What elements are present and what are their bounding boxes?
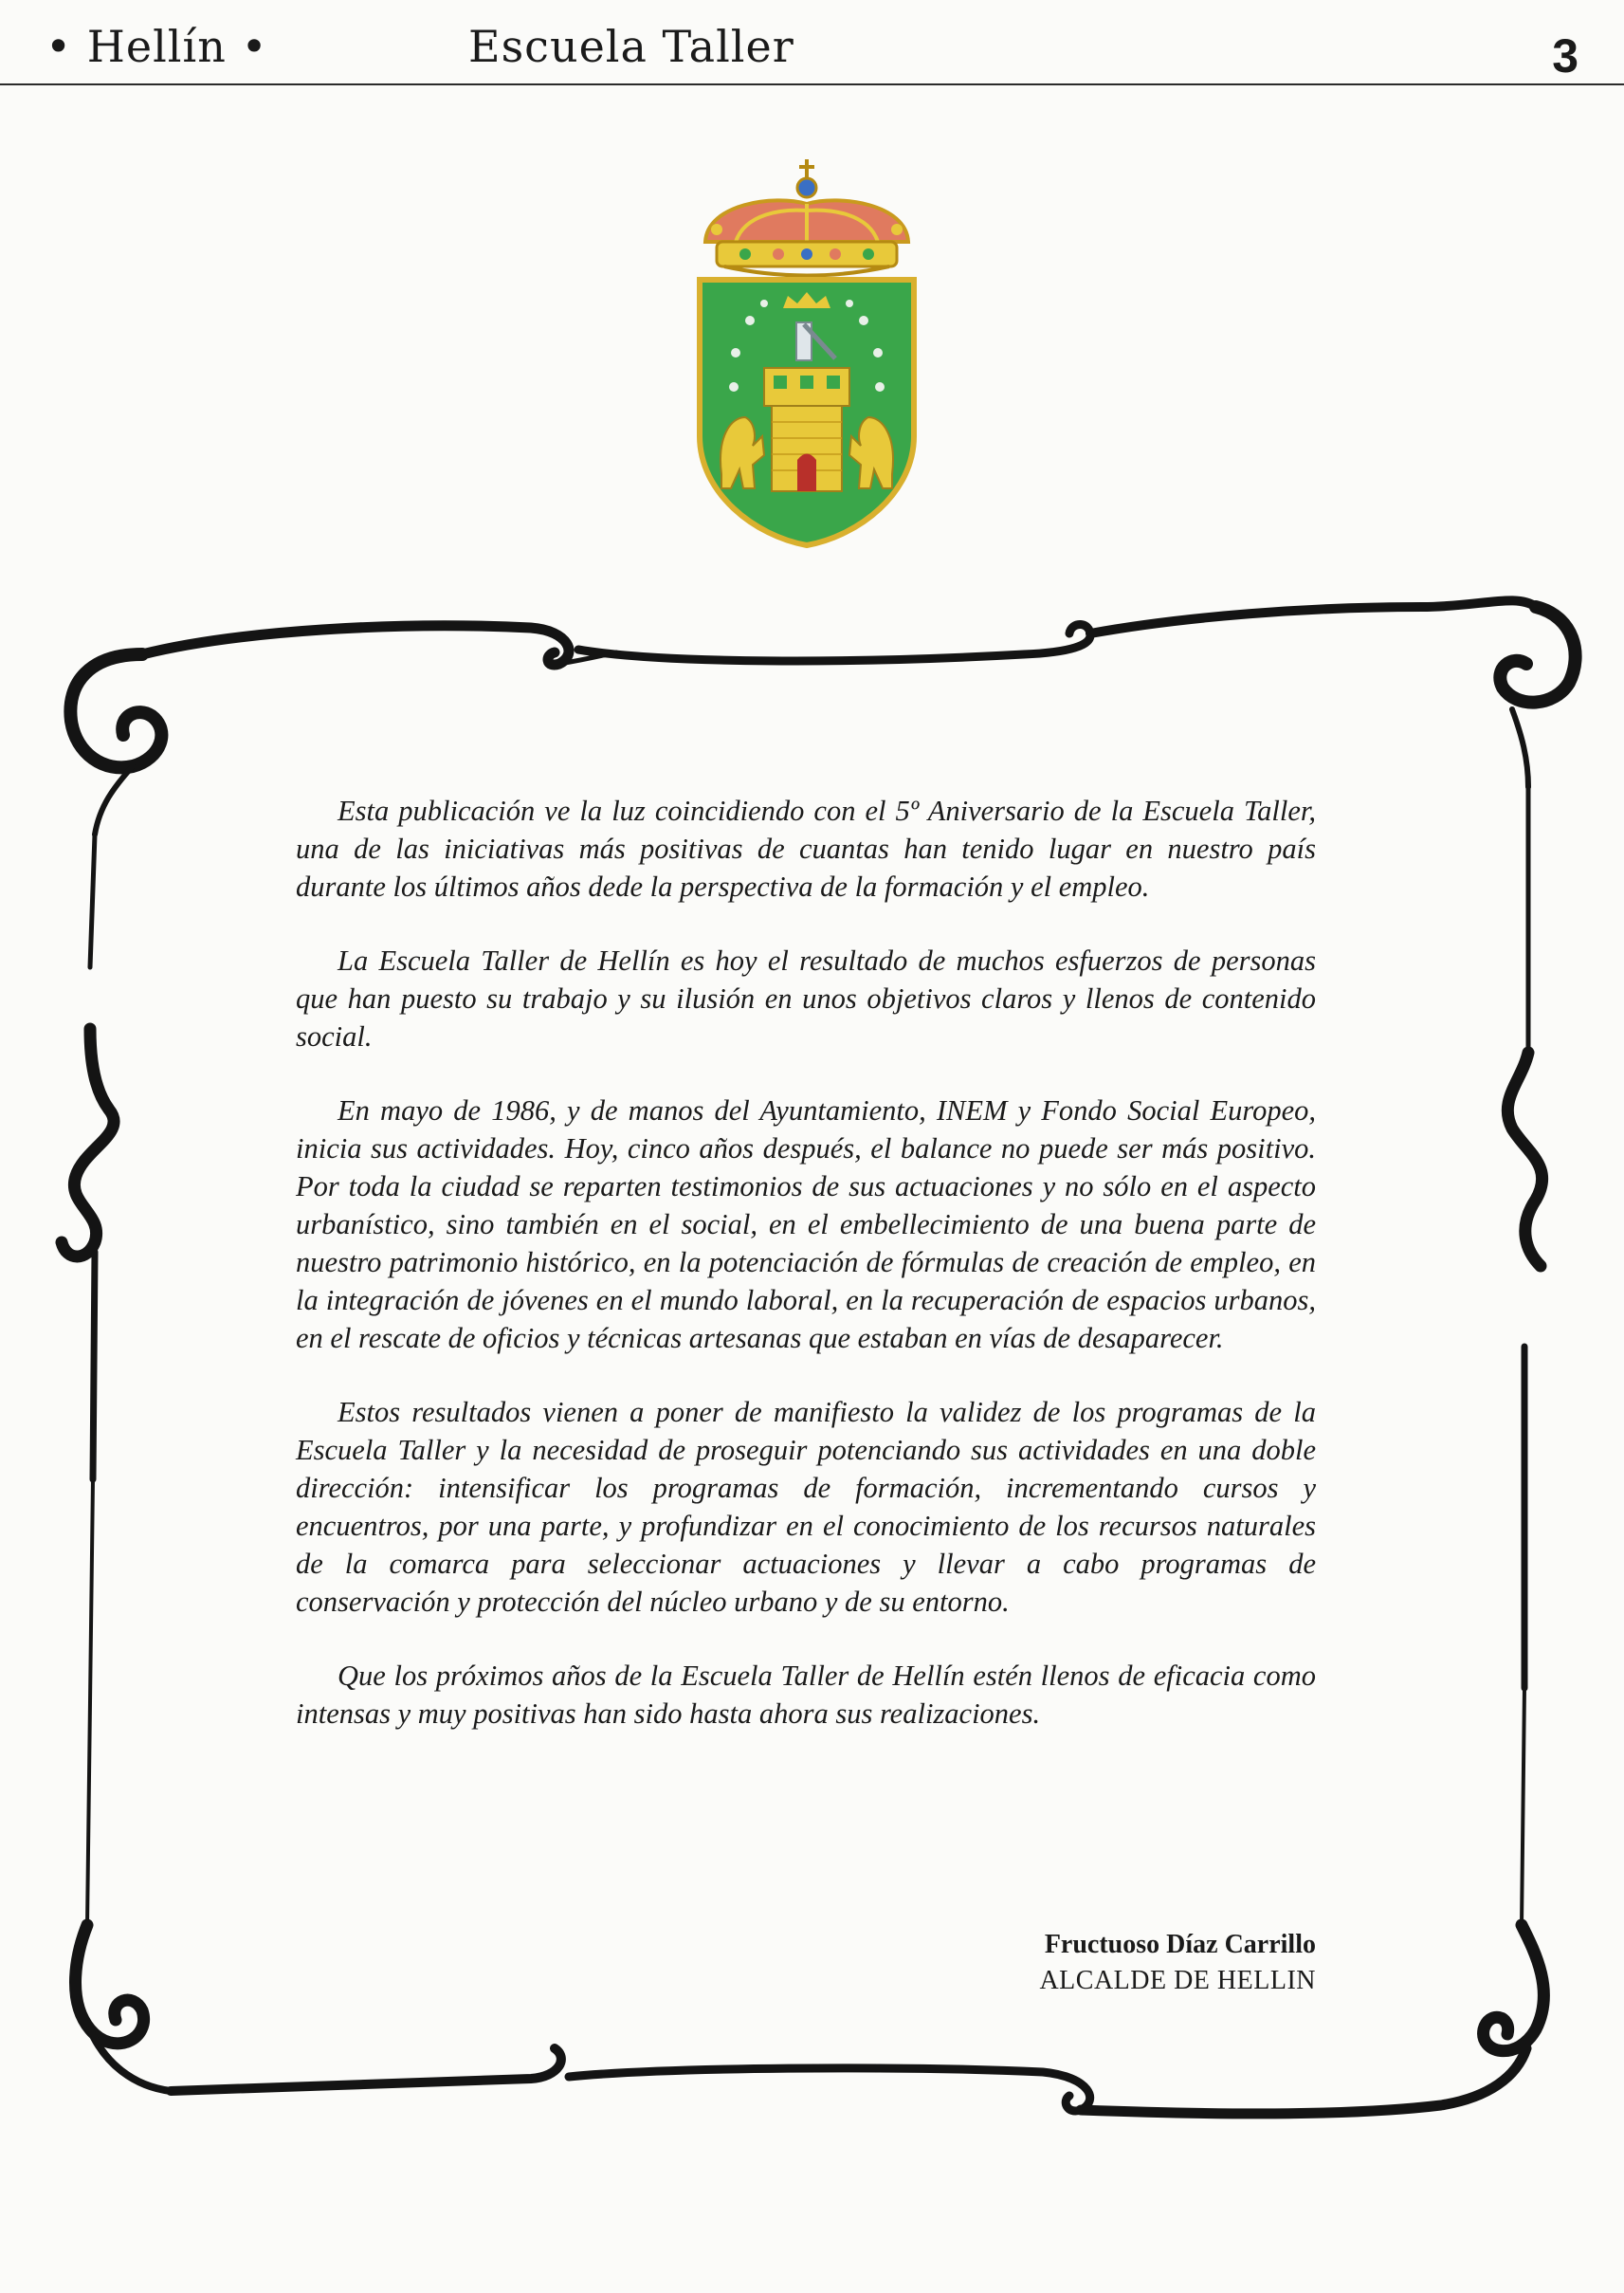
letter-body [296, 792, 1316, 1769]
page-header [0, 0, 1624, 87]
signatory-title: ALCALDE DE HELLIN [1039, 1966, 1316, 1995]
page-number: 3 [1552, 29, 1578, 83]
paragraph: Esta publicación ve la luz coincidiendo con el 5º Aniversario de la Escuela Taller, una de las iniciativas más positivas de cuantas han tenido lugar en nuestro país durante los últimos años dede la perspectiva de la formación y el empleo. [296, 795, 1316, 903]
signatory-name: Fructuoso Díaz Carrillo [1044, 1930, 1316, 1959]
crown-icon [705, 159, 908, 276]
coat-of-arms-icon [679, 152, 935, 550]
paragraph: La Escuela Taller de Hellín es hoy el resultado de muchos esfuerzos de personas que han puesto su trabajo y su ilusión en unos objetivos claros y llenos de contenido social. [296, 945, 1316, 1053]
signature-block [1039, 1927, 1316, 1999]
header-title: Escuela Taller [468, 21, 794, 72]
paragraph: Estos resultados vienen a poner de manifiesto la validez de los programas de la Escuela Taller y la necesidad de proseguir potenciando sus actividades en una doble dirección: intensificar los programas de formación, incrementando cursos y encuentros, por una parte, y profundizar en el conocimiento de los recursos naturales de la comarca para seleccionar actuaciones y llevar a cabo programas de conservación y protección del núcleo urbano y de su entorno. [296, 1396, 1316, 1618]
header-town: • Hellín • [46, 21, 268, 72]
header-divider [0, 83, 1624, 85]
paragraph: En mayo de 1986, y de manos del Ayuntamiento, INEM y Fondo Social Europeo, inicia sus actividades. Hoy, cinco años después, el balance no puede ser más positivo. Por toda la ciudad se reparten testimonios de sus actuaciones y no sólo en el aspecto urbanístico, sino también en el social, en el embellecimiento de una buena parte de nuestro patrimonio histórico, en la potenciación de fórmulas de creación de empleo, en la integración de jóvenes en el mundo laboral, en la recuperación de espacios urbanos, en el rescate de oficios y técnicas artesanas que estaban en vías de desaparecer. [296, 1094, 1316, 1354]
paragraph: Que los próximos años de la Escuela Taller de Hellín estén llenos de eficacia como intensas y muy positivas han sido hasta ahora sus realizaciones. [296, 1660, 1316, 1730]
